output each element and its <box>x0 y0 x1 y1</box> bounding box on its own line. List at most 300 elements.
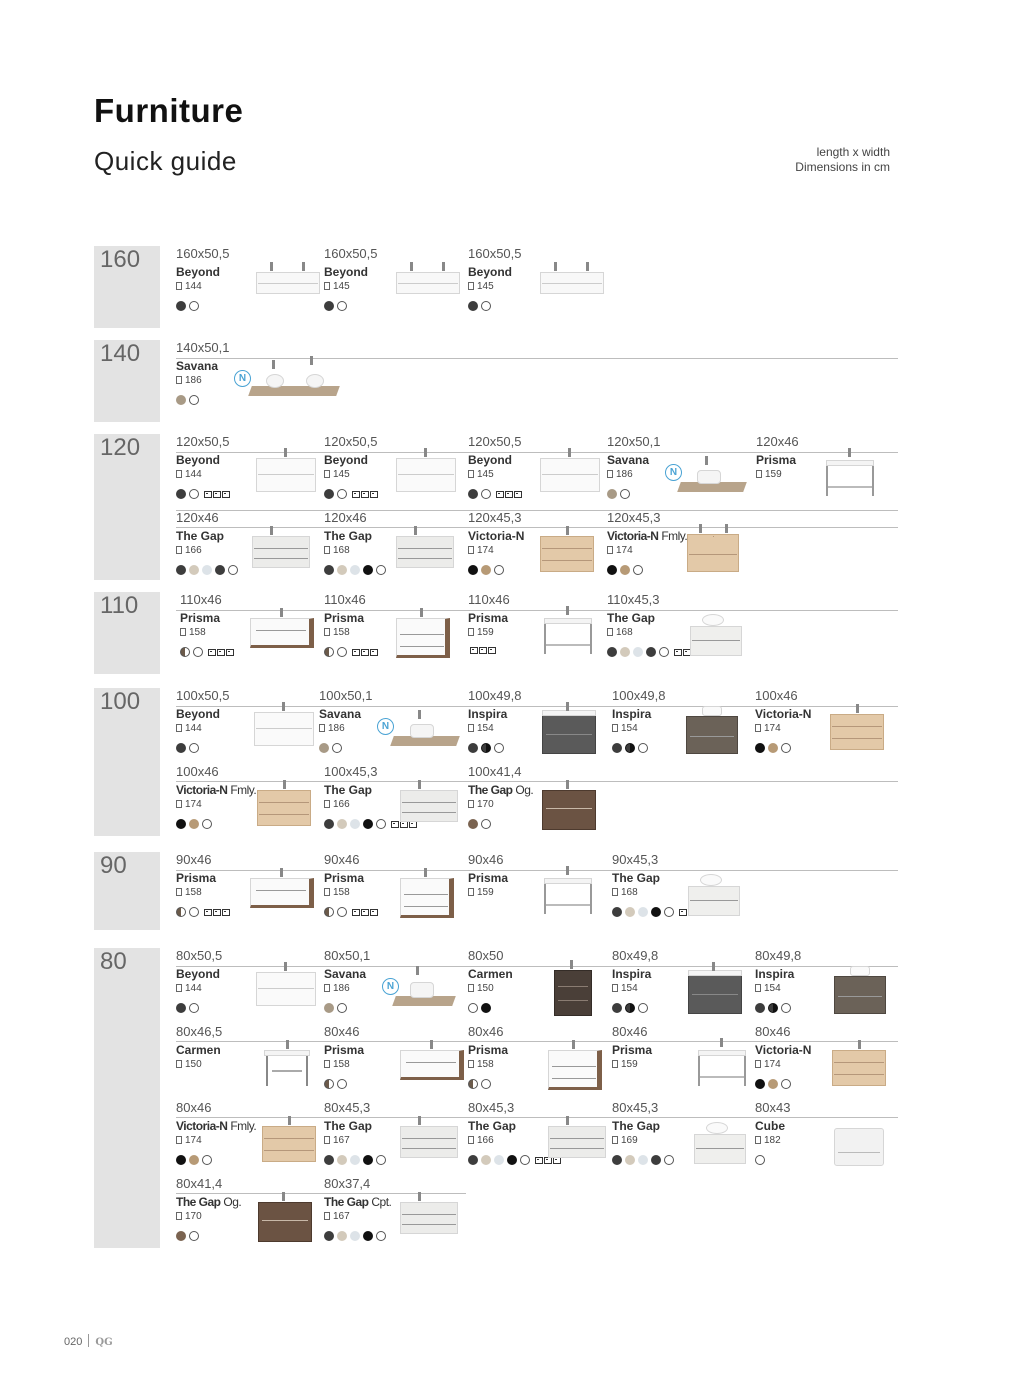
tap <box>566 526 569 535</box>
cabinet-part <box>590 624 592 654</box>
product-name-line <box>612 871 660 885</box>
size-box <box>94 434 160 580</box>
product-dimensions: 80x49,8 <box>612 948 659 963</box>
tap <box>856 704 859 713</box>
drawer-line <box>542 474 598 475</box>
finish-swatches <box>612 1003 651 1013</box>
finish-swatch-white <box>228 565 238 575</box>
page-icon <box>755 724 761 732</box>
finish-swatch-white <box>189 907 199 917</box>
drawer-line <box>400 646 444 647</box>
product-name: The Gap <box>176 1195 221 1209</box>
page-icon <box>468 724 474 732</box>
product-name-line <box>324 529 372 543</box>
page-icon <box>176 470 182 478</box>
tap <box>410 262 413 271</box>
product-name: The Gap <box>607 611 656 625</box>
product-dimensions: 80x50 <box>468 948 504 963</box>
tap <box>284 962 287 971</box>
handle-option <box>535 1157 543 1164</box>
cabinet-part <box>400 1126 458 1158</box>
finish-swatch-beige <box>337 1155 347 1165</box>
page-icon <box>176 984 182 992</box>
product-image <box>250 352 340 412</box>
finish-swatch-black <box>363 565 373 575</box>
finish-swatch-black <box>651 907 661 917</box>
cabinet-part <box>687 534 739 572</box>
size-group-160 <box>94 246 894 328</box>
size-box <box>94 688 160 836</box>
cabinet-part <box>410 982 434 998</box>
drawer-line <box>692 640 740 641</box>
product-dimensions: 90x46 <box>324 852 360 867</box>
product-variant: Og. <box>223 1195 242 1209</box>
finish-swatches <box>324 1231 389 1241</box>
product-dimensions: 80x49,8 <box>755 948 802 963</box>
finish-swatch-white <box>481 301 491 311</box>
finish-swatch-white <box>664 907 674 917</box>
cabinet-part <box>702 706 722 716</box>
cabinet-part <box>834 976 886 1014</box>
finish-swatch-dark <box>612 1003 622 1013</box>
drawer-line <box>406 1062 456 1063</box>
product-image <box>542 776 632 836</box>
drawer-line <box>402 1138 456 1139</box>
tap <box>270 262 273 271</box>
cabinet-part <box>272 1070 302 1072</box>
size-group-100 <box>94 688 894 836</box>
product-name-line <box>176 967 220 981</box>
page-icon <box>755 984 761 992</box>
product-name: Carmen <box>176 1043 221 1057</box>
cabinet-part <box>850 966 870 976</box>
page-icon <box>324 628 330 636</box>
page-reference <box>755 1135 781 1146</box>
page-number: 154 <box>621 983 638 994</box>
cabinet-part <box>548 1050 602 1090</box>
page-number: 020 <box>64 1336 83 1348</box>
product-name-line <box>176 359 218 373</box>
product-dimensions: 120x46 <box>756 434 799 449</box>
drawer-line <box>838 996 882 997</box>
finish-swatch-oak <box>189 1155 199 1165</box>
cabinet-part <box>542 710 596 716</box>
cabinet-part <box>706 1122 728 1134</box>
page-number: 159 <box>477 627 494 638</box>
finish-swatch-white <box>189 1231 199 1241</box>
product-name-line <box>607 611 655 625</box>
finish-swatch-ice <box>202 565 212 575</box>
finish-swatch-dark <box>612 1155 622 1165</box>
product-name: Prisma <box>756 453 797 467</box>
drawer-line <box>690 900 738 901</box>
page-reference <box>468 627 494 638</box>
finish-swatch-dark <box>755 1003 765 1013</box>
product-name: Prisma <box>468 1043 509 1057</box>
handle-options-icon <box>352 649 379 656</box>
drawer-line <box>264 1150 314 1151</box>
product-dimensions: 80x45,3 <box>324 1100 371 1115</box>
finish-swatch-beige <box>337 565 347 575</box>
drawer-line <box>402 1224 456 1225</box>
product-dimensions: 100x45,3 <box>324 764 378 779</box>
page-reference <box>176 281 202 292</box>
page-number: 158 <box>333 627 350 638</box>
handle-options-icon <box>496 491 523 498</box>
product-name: Prisma <box>176 871 217 885</box>
product-name: Prisma <box>468 871 509 885</box>
product-name-line <box>468 967 513 981</box>
drawer-line <box>838 1152 880 1153</box>
product-name-line <box>468 453 512 467</box>
cabinet-part <box>544 624 546 654</box>
finish-swatches <box>468 489 523 499</box>
handle-option <box>213 491 221 498</box>
page-number: 154 <box>764 983 781 994</box>
finish-swatches <box>324 565 389 575</box>
page-reference <box>324 1135 350 1146</box>
page-reference <box>612 1135 638 1146</box>
page-number: 144 <box>185 469 202 480</box>
finish-swatch-oak <box>189 819 199 829</box>
page-icon <box>607 470 613 478</box>
finish-swatch-oak <box>768 1079 778 1089</box>
page-icon <box>755 1136 761 1144</box>
page-icon <box>324 546 330 554</box>
tap <box>554 262 557 271</box>
product-name: Prisma <box>468 611 509 625</box>
product-dimensions: 110x46 <box>468 592 510 607</box>
product-name-line <box>468 611 508 625</box>
product-dimensions: 90x46 <box>468 852 504 867</box>
handle-options-icon <box>352 491 379 498</box>
page-icon <box>176 376 182 384</box>
product-name-line <box>324 453 368 467</box>
product-name-line <box>755 1043 811 1057</box>
page-number: 145 <box>333 281 350 292</box>
finish-swatch-white <box>468 1003 478 1013</box>
page-icon <box>468 1136 474 1144</box>
tap <box>568 448 571 457</box>
tap <box>283 780 286 789</box>
finish-swatch-oak <box>481 565 491 575</box>
page-icon <box>180 628 186 636</box>
page-icon <box>607 628 613 636</box>
size-box <box>94 246 160 328</box>
handle-option <box>208 649 216 656</box>
drawer-line <box>542 548 592 549</box>
drawer-line <box>259 802 309 803</box>
page-icon <box>176 1060 182 1068</box>
tap <box>566 1116 569 1125</box>
product-name-line <box>607 453 649 467</box>
product-name: Savana <box>176 359 219 373</box>
product-name: Savana <box>324 967 367 981</box>
cabinet-part <box>542 790 596 830</box>
tap <box>420 608 423 617</box>
finish-swatches <box>324 1079 350 1089</box>
page-reference <box>755 723 781 734</box>
finish-swatches <box>468 1079 494 1089</box>
product-dimensions: 120x45,3 <box>607 510 661 525</box>
footer-divider <box>88 1334 89 1347</box>
handle-option <box>361 491 369 498</box>
page-reference <box>755 983 781 994</box>
cabinet-part <box>396 458 456 492</box>
cabinet-part <box>544 878 592 884</box>
finish-swatch-dark <box>176 301 186 311</box>
product-dimensions: 120x45,3 <box>468 510 522 525</box>
product-name: The Gap <box>468 783 513 797</box>
finish-swatches <box>755 1079 794 1089</box>
product-dimensions: 100x50,5 <box>176 688 230 703</box>
size-box <box>94 340 160 422</box>
product-name: The Gap <box>324 1119 373 1133</box>
finish-swatch-taupe <box>324 1003 334 1013</box>
tap <box>424 868 427 877</box>
page-reference <box>176 469 202 480</box>
page-icon <box>176 1212 182 1220</box>
tap <box>566 606 569 615</box>
finish-swatch-white <box>664 1155 674 1165</box>
product-dimensions: 100x41,4 <box>468 764 522 779</box>
finish-swatches <box>324 1003 350 1013</box>
tap <box>418 1116 421 1125</box>
cabinet-part <box>546 644 590 646</box>
product-name-line <box>324 1195 391 1209</box>
product-dimensions: 110x46 <box>180 592 222 607</box>
product-image <box>830 700 920 760</box>
drawer-line <box>558 1000 588 1001</box>
finish-swatch-dark <box>324 1231 334 1241</box>
size-label: 90 <box>100 852 127 879</box>
dimensions-note-line1: length x width <box>816 145 890 159</box>
drawer-line <box>404 894 448 895</box>
product-name-line <box>180 611 220 625</box>
page-number: 158 <box>185 887 202 898</box>
tap <box>424 448 427 457</box>
finish-swatch-black <box>363 1231 373 1241</box>
size-label: 140 <box>100 340 141 367</box>
finish-swatch-ice <box>638 1155 648 1165</box>
product-name-line <box>176 783 256 797</box>
finish-swatch-black <box>176 819 186 829</box>
cabinet-part <box>548 1126 606 1158</box>
page-number: 150 <box>185 1059 202 1070</box>
drawer-line <box>398 548 452 549</box>
finish-swatches <box>612 743 651 753</box>
finish-swatch-white <box>376 1155 386 1165</box>
page-number: 174 <box>764 723 781 734</box>
page-number: 144 <box>185 281 202 292</box>
handle-option <box>352 649 360 656</box>
finish-swatch-ice <box>350 819 360 829</box>
finish-swatch-white <box>633 565 643 575</box>
drawer-line <box>400 634 444 635</box>
drawer-line <box>832 726 882 727</box>
finish-swatch-dark <box>176 1003 186 1013</box>
page-number: 144 <box>185 723 202 734</box>
page-reference <box>612 723 638 734</box>
finish-swatches <box>468 565 507 575</box>
page-number: 145 <box>477 281 494 292</box>
handle-options-icon <box>208 649 235 656</box>
product-name-line <box>468 529 524 543</box>
page-number: 167 <box>333 1211 350 1222</box>
product-name-line <box>755 1119 785 1133</box>
finish-swatch-white <box>202 819 212 829</box>
finish-swatch-half <box>324 907 334 917</box>
finish-swatches <box>468 743 507 753</box>
page-number: 170 <box>185 1211 202 1222</box>
drawer-line <box>550 1148 604 1149</box>
product-name: Cube <box>755 1119 785 1133</box>
tap <box>418 1192 421 1201</box>
product-dimensions: 160x50,5 <box>176 246 230 261</box>
finish-swatch-dark <box>324 1155 334 1165</box>
product-name: Beyond <box>176 453 221 467</box>
tap <box>270 526 273 535</box>
product-name-line <box>324 265 368 279</box>
finish-swatch-white <box>332 743 342 753</box>
page-reference <box>176 723 202 734</box>
cabinet-part <box>306 1056 308 1086</box>
product-name: The Gap <box>324 783 373 797</box>
product-name-line <box>755 967 794 981</box>
product-name: Prisma <box>612 1043 653 1057</box>
product-name-line <box>324 967 366 981</box>
page-reference <box>468 887 494 898</box>
product-name-line <box>755 707 811 721</box>
finish-swatch-white <box>337 301 347 311</box>
drawer-line <box>398 283 458 284</box>
page-subtitle: Quick guide <box>94 146 237 176</box>
drawer-line <box>402 1214 456 1215</box>
cabinet-part <box>410 724 434 738</box>
cabinet-part <box>252 536 310 568</box>
finish-swatch-white <box>189 301 199 311</box>
product-name: Beyond <box>468 453 513 467</box>
page-number: 158 <box>333 887 350 898</box>
cabinet-part <box>686 716 738 754</box>
handle-option <box>361 909 369 916</box>
product-variant: Cpt. <box>371 1195 392 1209</box>
product-name: Beyond <box>324 265 369 279</box>
finish-swatch-ice <box>350 565 360 575</box>
product-name: Beyond <box>468 265 513 279</box>
page-icon <box>756 470 762 478</box>
product-name: Beyond <box>324 453 369 467</box>
finish-swatch-beige <box>337 1231 347 1241</box>
page-reference <box>468 799 494 810</box>
cabinet-part <box>257 790 311 826</box>
page-icon <box>612 984 618 992</box>
product-name-line <box>319 707 361 721</box>
page-number: 186 <box>333 983 350 994</box>
product-dimensions: 80x50,5 <box>176 948 223 963</box>
cabinet-part <box>590 884 592 914</box>
drawer-line <box>696 1148 744 1149</box>
new-badge-icon: N <box>234 370 251 387</box>
product-name: The Gap <box>612 1119 661 1133</box>
cabinet-part <box>540 536 594 572</box>
cabinet-part <box>697 470 721 484</box>
finish-swatches <box>755 1155 768 1165</box>
cabinet-part <box>546 904 590 906</box>
finish-swatch-dark <box>646 647 656 657</box>
finish-swatch-dark <box>468 743 478 753</box>
product-name-line <box>612 1043 652 1057</box>
handle-option <box>217 649 225 656</box>
finish-swatch-half <box>324 1079 334 1089</box>
product-image <box>540 258 630 318</box>
finish-swatch-black <box>363 1155 373 1165</box>
handle-option <box>213 909 221 916</box>
product-name-line <box>176 707 220 721</box>
product-dimensions: 120x46 <box>176 510 219 525</box>
finish-swatch-dark <box>176 489 186 499</box>
product-dimensions: 110x45,3 <box>607 592 660 607</box>
product-name-line <box>468 1043 508 1057</box>
drawer-line <box>256 890 306 891</box>
page-number: 154 <box>477 723 494 734</box>
drawer-line <box>690 736 734 737</box>
product-dimensions: 80x46 <box>612 1024 648 1039</box>
tap <box>280 608 283 617</box>
page-icon <box>468 800 474 808</box>
tap <box>442 262 445 271</box>
product-name-line <box>176 265 220 279</box>
tap <box>572 1040 575 1049</box>
finish-swatch-twotone <box>625 743 635 753</box>
handle-option <box>505 491 513 498</box>
handle-option <box>488 647 496 654</box>
finish-swatch-white <box>638 743 648 753</box>
finish-swatches <box>607 647 701 657</box>
drawer-line <box>542 560 592 561</box>
finish-swatch-dark <box>612 743 622 753</box>
finish-swatch-white <box>620 489 630 499</box>
drawer-line <box>404 906 448 907</box>
tap <box>284 448 287 457</box>
handle-option <box>370 909 378 916</box>
product-dimensions: 100x46 <box>176 764 219 779</box>
size-group-110 <box>94 592 894 674</box>
finish-swatch-dark <box>468 489 478 499</box>
product-dimensions: 80x46 <box>755 1024 791 1039</box>
page-number: 166 <box>477 1135 494 1146</box>
tap <box>414 526 417 535</box>
tap <box>848 448 851 457</box>
handle-option <box>352 491 360 498</box>
drawer-line <box>552 1078 596 1079</box>
page-number: 159 <box>765 469 782 480</box>
drawer-line <box>254 558 308 559</box>
page-reference <box>607 545 633 556</box>
page-number: 174 <box>185 799 202 810</box>
finish-swatch-black <box>363 819 373 829</box>
product-dimensions: 120x50,5 <box>324 434 378 449</box>
page-number: 159 <box>621 1059 638 1070</box>
tap <box>418 710 421 719</box>
page-reference <box>468 983 494 994</box>
handle-option <box>204 491 212 498</box>
product-name: Victoria-N <box>468 529 525 543</box>
product-name: Prisma <box>324 611 365 625</box>
handle-options-icon <box>352 909 379 916</box>
finish-swatch-dark <box>468 1155 478 1165</box>
drawer-line <box>259 814 309 815</box>
